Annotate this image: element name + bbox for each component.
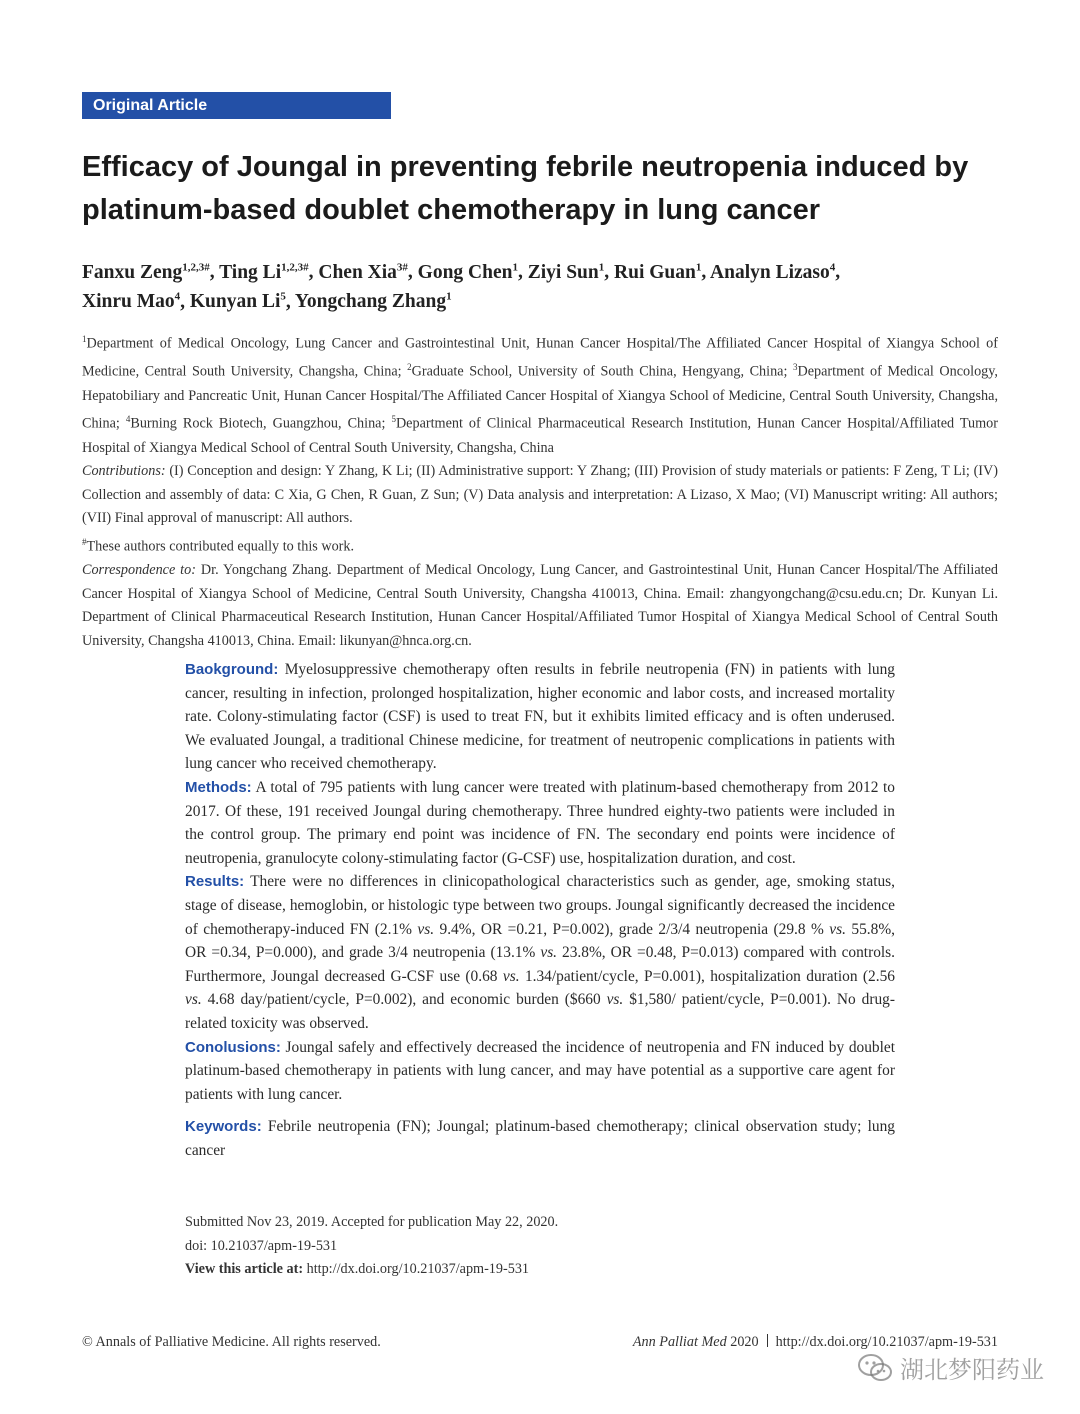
view-url-link[interactable]: http://dx.doi.org/10.21037/apm-19-531 [303,1261,530,1278]
footer-separator [767,1334,768,1347]
results-text: 55.8%, OR =0.34, P=0.000), and grade 3/4 neutropenia (13.1% [185,920,895,962]
author-affiliation-mark: 1,2,3# [281,261,309,273]
correspondence [82,559,998,653]
vs-abbrev: vs. [606,991,624,1009]
contributions-label: Contributions: [82,463,166,480]
footer-journal: Ann Palliat Med [632,1334,727,1350]
methods-text: A total of 795 patients with lung cancer were treated with platinum-based chemotherapy from 2012 to 2017. Of these, 191 received Joungal during chemotherapy. Three hundred eighty-two patients were included in the control group. The primary end point was incidence of FN. The secondary end points were incidence of neutropenia, granulocyte colony-stimulating factor (G-CSF) use, hospitalization duration, and cost. [185,778,895,867]
contributions [82,460,998,531]
watermark [858,1350,1044,1385]
author-affiliation-mark: 1 [446,290,452,303]
keywords-text: Febrile neutropenia (FN); Joungal; platinum-based chemotherapy; clinical observation study; lung cancer [185,1118,895,1159]
results-text: 1.34/patient/cycle, P=0.001), hospitalization duration (2.56 [519,967,895,985]
conclusions-label: Conolusions: [185,1038,281,1056]
results-text: 4.68 day/patient/cycle, P=0.002), and economic burden ($660 [201,991,607,1009]
author [318,262,408,283]
results-label: Results: [185,873,245,891]
author-name: Xinru Mao [82,291,175,312]
author-name: Gong Chen [417,261,513,283]
equal-mark: # [82,536,87,547]
doi: doi: 10.21037/apm-19-531 [185,1237,338,1254]
author-affiliation-mark: 1,2,3# [182,261,210,273]
vs-abbrev: vs. [540,944,558,962]
author [528,262,605,283]
wechat-icon [858,1353,892,1383]
methods-label: Methods: [185,778,252,796]
author [710,262,835,283]
affiliation-text: Graduate School, University of South China, Hengyang, China; [411,364,793,381]
footer-url-link[interactable]: http://dx.doi.org/10.21037/apm-19-531 [775,1334,998,1350]
correspondence-text: Dr. Yongchang Zhang. Department of Medical Oncology, Lung Cancer, and Gastrointestinal Unit, Hunan Cancer Hospital/The Affiliated Cancer Hospital of Xiangya School of Medicine, Central South University, Changsha 410013, China. Email: zhangyongchang@csu.edu.cn; Dr. Kunyan Li. Department of Clinical Pharmaceutical Research Institution, Hunan Cancer Hospital/Affiliated Tumor Hospital of Xiangya Medical School of Central South University, Changsha 410013, China. Email: likunyan@hnca.org.cn. [82,562,999,650]
author [418,262,518,283]
abstract-results [185,870,895,1035]
affiliation-number: 4 [125,414,131,425]
author [82,291,180,312]
contributions-text: (I) Conception and design: Y Zhang, K Li; (II) Administrative support: Y Zhang; (III) Provision of study materials or patients: F Zeng, T Li; (IV) Collection and assembly of data: C Xia, G Chen, R Guan, Z Sun; (V) Data analysis and interpretation: A Lizaso, X Mao; (VI) Manuscript writing: All authors; (VII) Final approval of manuscript: All authors. [82,463,998,527]
affiliations-block [82,328,998,654]
affiliation-text: Department of Medical Oncology, Lung Cancer and Gastrointestinal Unit, Hunan Cancer Hospital/The Affiliated Cancer Hospital of Xiangya School of Medicine, Central South University, Changsha, China; [82,335,998,381]
author-name: Kunyan Li [189,291,281,312]
submission-dates: Submitted Nov 23, 2019. Accepted for publication May 22, 2020. [185,1214,559,1230]
vs-abbrev: vs. [502,967,520,985]
abstract-keywords [185,1115,895,1162]
footer-year: 2020 [730,1334,759,1350]
author-name: Rui Guan [614,261,696,283]
footer-citation [633,1334,998,1351]
author-affiliation-mark: 4 [174,290,181,303]
author-name: Yongchang Zhang [294,291,447,312]
author-affiliation-mark: 1 [512,261,518,273]
author [190,291,286,312]
equal-note-text: These authors contributed equally to this work. [86,538,355,555]
author-name: Ting Li [219,261,282,283]
watermark-text: 湖北梦阳药业 [900,1356,1044,1384]
correspondence-label: Correspondence to: [82,562,196,579]
view-label: View this article at: [185,1261,304,1278]
results-text: There were no differences in clinicopathological characteristics such as gender, age, smoking status, stage of disease, hemoglobin, or histologic type between two groups. Joungal significantly decreased the incidence of chemotherapy-induced FN (2.1% [185,873,895,938]
equal-contribution-note [82,531,998,559]
footer-copyright: © Annals of Palliative Medicine. All rights reserved. [82,1334,381,1350]
author-name: Chen Xia [318,261,397,283]
author-affiliation-mark: 4 [829,261,836,273]
view-article [185,1258,895,1282]
author-name: Ziyi Sun [527,261,599,283]
affiliation-text: Burning Rock Biotech, Guangzhou, China; [130,415,392,432]
author-affiliation-mark: 5 [280,290,286,303]
article-type-tag: Original Article [82,92,391,119]
author-name: Fanxu Zeng [82,261,183,283]
conclusions-text: Joungal safely and effectively decreased the incidence of neutropenia and FN induced by doublet platinum-based chemotherapy in patients with lung cancer, and may have potential as a supportive care agent for patients with lung cancer. [185,1038,895,1103]
author [219,262,308,283]
author [614,262,701,283]
affiliation-text: Department of Medical Oncology, Hepatobiliary and Pancreatic Unit, Hunan Cancer Hospital/The Affiliated Cancer Hospital of Xiangya School of Medicine, Central South University, Changsha, China; [82,364,998,432]
abstract-methods [185,776,895,870]
affiliation-number: 2 [407,362,412,373]
vs-abbrev: vs. [417,920,435,938]
affiliation-number: 3 [792,362,798,373]
author-affiliation-mark: 3# [396,261,408,273]
vs-abbrev: vs. [185,991,202,1009]
affiliation-number: 1 [82,334,87,344]
author [82,262,210,283]
keywords-label: Keywords: [185,1118,262,1136]
vs-abbrev: vs. [829,920,846,938]
abstract-background [185,658,895,776]
publication-meta [185,1211,895,1282]
affiliation-number: 5 [391,414,396,425]
abstract [185,658,895,1162]
author-affiliation-mark: 1 [598,261,605,273]
author-affiliation-mark: 1 [695,261,702,273]
author-list: Fanxu Zeng$^{1,2,3\#}$, Ting $Li^{1,2,3\#}$, Chen Xia$^{3\#}$, Gong Chen$^1$, Ziyi Sun$^1$, Rui Guan$^1$, Analyn Lizaso$^4$, Xinru Mao$^4$, Kunyan Li$^5$, Yongchang Zhang$^1$ [82,261,841,312]
results-text: 9.4%, OR =0.21, P=0.002), grade 2/3/4 neutropenia (29.8 % [434,920,830,938]
results-text: 23.8%, OR =0.48, P=0.013) compared with controls. Furthermore, Joungal decreased G-CSF use (0.68 [185,944,896,985]
background-label: Baokground: [185,661,279,678]
author-name: Analyn Lizaso [710,261,830,283]
background-text: Myelosuppressive chemotherapy often results in febrile neutropenia (FN) in patients with lung cancer, resulting in infection, prolonged hospitalization, higher economic and labor costs, and increased mortality rate. Colony-stimulating factor (CSF) is used to treat FN, but it exhibits limited efficacy and is often underused. We evaluated Joungal, a traditional Chinese medicine, for treatment of neutropenic complications in patients with lung cancer who received chemotherapy. [185,661,895,773]
article-title: Efficacy of Joungal in preventing febrile neutropenia induced by platinum-based doublet chemotherapy in lung cancer [82,151,969,226]
author [295,291,452,312]
results-text: $1,580/ patient/cycle, P=0.001). No drug-related toxicity was observed. [185,991,895,1032]
abstract-conclusions [185,1036,895,1107]
affiliation-text: Department of Clinical Pharmaceutical Research Institution, Hunan Cancer Hospital/Affiliated Tumor Hospital of Xiangya Medical School of Central South University, Changsha, China [82,415,998,456]
affiliations [82,328,998,460]
